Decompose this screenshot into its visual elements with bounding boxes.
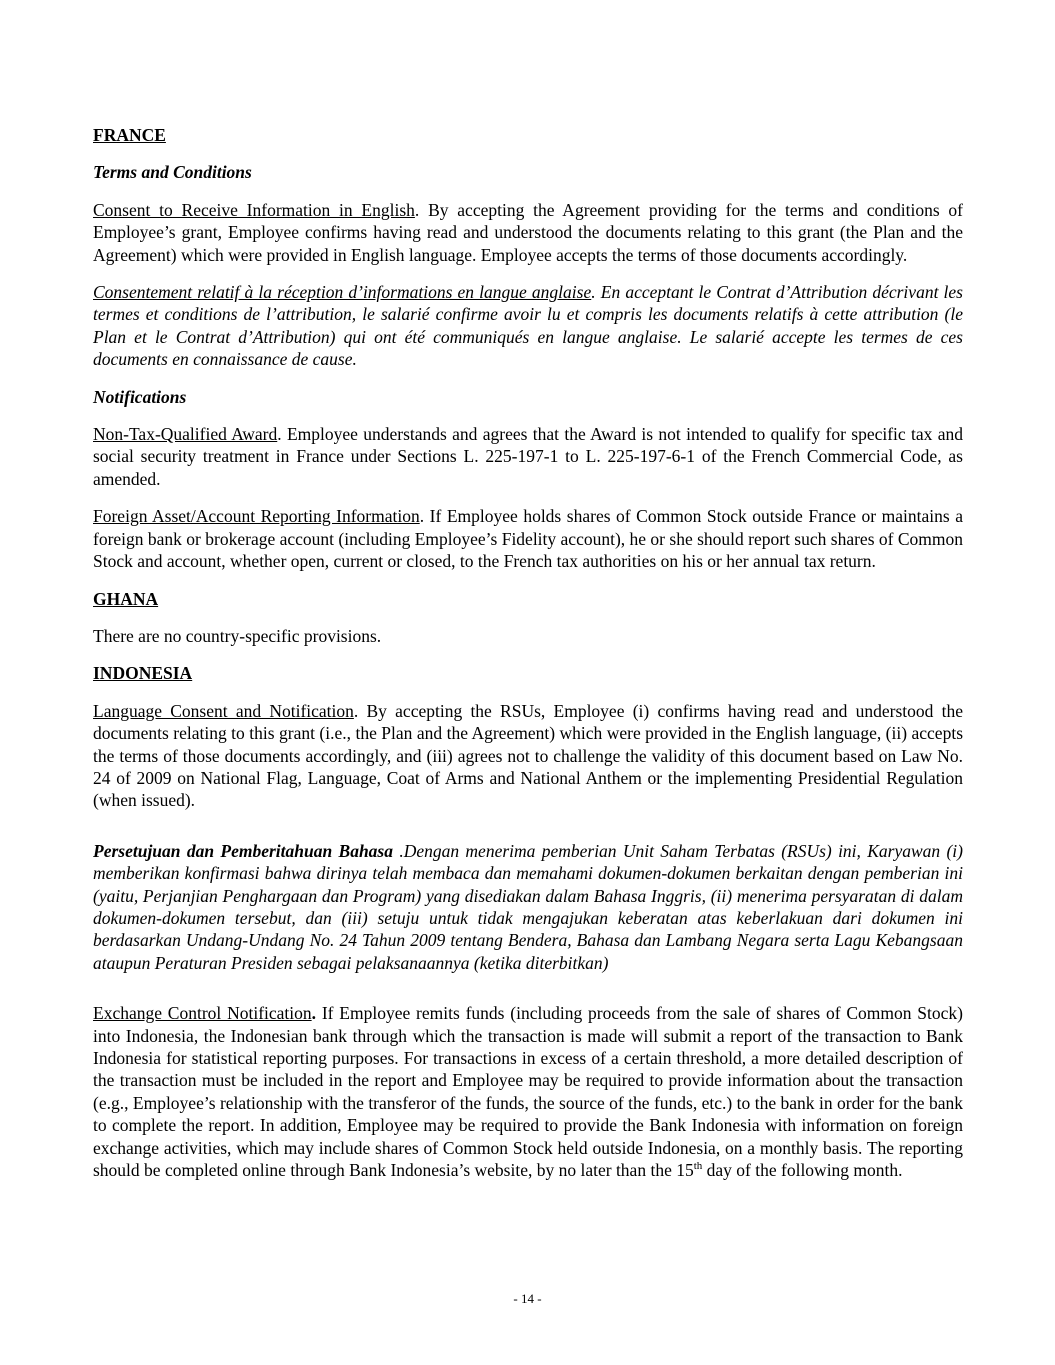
foreign-asset-paragraph bbox=[93, 505, 963, 572]
ghana-heading: GHANA bbox=[93, 588, 159, 609]
persetujuan-paragraph bbox=[93, 840, 963, 974]
france-heading: FRANCE bbox=[93, 125, 166, 145]
consent-french-paragraph bbox=[93, 281, 963, 371]
consent-english-title: Consent to Receive Information in English bbox=[93, 199, 415, 220]
persetujuan-title: Persetujuan dan Pemberitahuan Bahasa bbox=[93, 840, 393, 861]
consent-french-body: . En acceptant le Contrat d’Attribution décrivant les termes et conditions de l’attribution, le salarié confirme avoir lu et compris les documents relatifs à cette attribution (le Plan et le Contrat d’Attribution) qui ont été communiqués en langue anglaise. Le salarié accepte les termes de ces documents en connaissance de cause. bbox=[93, 282, 963, 370]
language-consent-title: Language Consent and Notification bbox=[93, 700, 354, 721]
exchange-control-period: . bbox=[311, 1003, 317, 1024]
page-number: - 14 - bbox=[513, 1291, 542, 1306]
language-consent-body: . By accepting the RSUs, Employee (i) confirms having read and understood the documents relating to this grant (i.e., the Plan and the Agreement) which were provided in the English language, (ii) accepts the terms of those documents accordingly, and (iii) agrees not to challenge the validity of this document based on Law No. 24 of 2009 on National Flag, Language, Coat of Arms and National Anthem or the implementing Presidential Regulation (when issued). bbox=[93, 700, 963, 811]
indonesia-heading: INDONESIA bbox=[93, 663, 193, 684]
exchange-control-tail: day of the following month. bbox=[702, 1160, 903, 1181]
non-tax-qualified-title: Non-Tax-Qualified Award bbox=[93, 424, 278, 445]
foreign-asset-title: Foreign Asset/Account Reporting Information bbox=[93, 506, 420, 527]
document-page bbox=[93, 124, 963, 1196]
non-tax-qualified-paragraph bbox=[93, 423, 963, 490]
notifications-heading: Notifications bbox=[93, 386, 187, 407]
exchange-control-superscript: th bbox=[693, 1160, 703, 1173]
terms-conditions-heading: Terms and Conditions bbox=[93, 162, 252, 183]
consent-english-body: . By accepting the Agreement providing for the terms and conditions of Employee’s grant, Employee confirms having read and understood the documents relating to this grant (the Plan and the Agreement) which were provided in English language. Employee accepts the terms of those documents accordingly. bbox=[93, 199, 963, 265]
ghana-body: There are no country-specific provisions. bbox=[93, 625, 382, 646]
exchange-control-title: Exchange Control Notification bbox=[93, 1003, 312, 1024]
consent-english-paragraph bbox=[93, 199, 963, 266]
exchange-control-body: If Employee remits funds (including proceeds from the sale of shares of Common Stock) into Indonesia, the Indonesian bank through which the transaction is made will submit a report of the transaction to Bank Indonesia for statistical reporting purposes. For transactions in excess of a certain threshold, a more detailed description of the transaction must be included in the report and Employee may be required to provide information about the transaction (e.g., Employee’s relationship with the transferor of the funds, the source of the funds, etc.) to the bank in order for the bank to complete the report. In addition, Employee may be required to provide the Bank Indonesia with information on foreign exchange activities, which may include shares of Common Stock held outside Indonesia, on a monthly basis. The reporting should be completed online through Bank Indonesia’s website, by no later than the 15 bbox=[93, 1003, 963, 1181]
non-tax-qualified-body: . Employee understands and agrees that the Award is not intended to qualify for specific tax and social security treatment in France under Sections L. 225-197-1 to L. 225-197-6-1 of the French Commercial Code, as amended. bbox=[93, 424, 963, 489]
consent-french-title: Consentement relatif à la réception d’informations en langue anglaise bbox=[93, 282, 592, 303]
exchange-control-paragraph bbox=[93, 1002, 963, 1181]
persetujuan-body: .Dengan menerima pemberian Unit Saham Terbatas (RSUs) ini, Karyawan (i) memberikan konfirmasi bahwa dirinya telah membaca dan memahami dokumen-dokumen berkaitan dengan pemberian ini (yaitu, Perjanjian Penghargaan dan Program) yang disediakan dalam Bahasa Inggris, (ii) menerima persyaratan di dalam dokumen-dokumen tersebut, dan (iii) setuju untuk tidak mengajukan keberatan atas keberlakuan dari dokumen ini berdasarkan Undang-Undang No. 24 Tahun 2009 tentang Bendera, Bahasa dan Lambang Negara serta Lagu Kebangsaan ataupun Peraturan Presiden sebagai pelaksanaannya (ketika diterbitkan) bbox=[93, 840, 963, 973]
language-consent-paragraph bbox=[93, 700, 963, 812]
foreign-asset-body: . If Employee holds shares of Common Stock outside France or maintains a foreign bank or brokerage account (including Employee’s Fidelity account), he or she should report such shares of Common Stock and account, whether open, current or closed, to the French tax authorities on his or her annual tax return. bbox=[93, 506, 963, 572]
